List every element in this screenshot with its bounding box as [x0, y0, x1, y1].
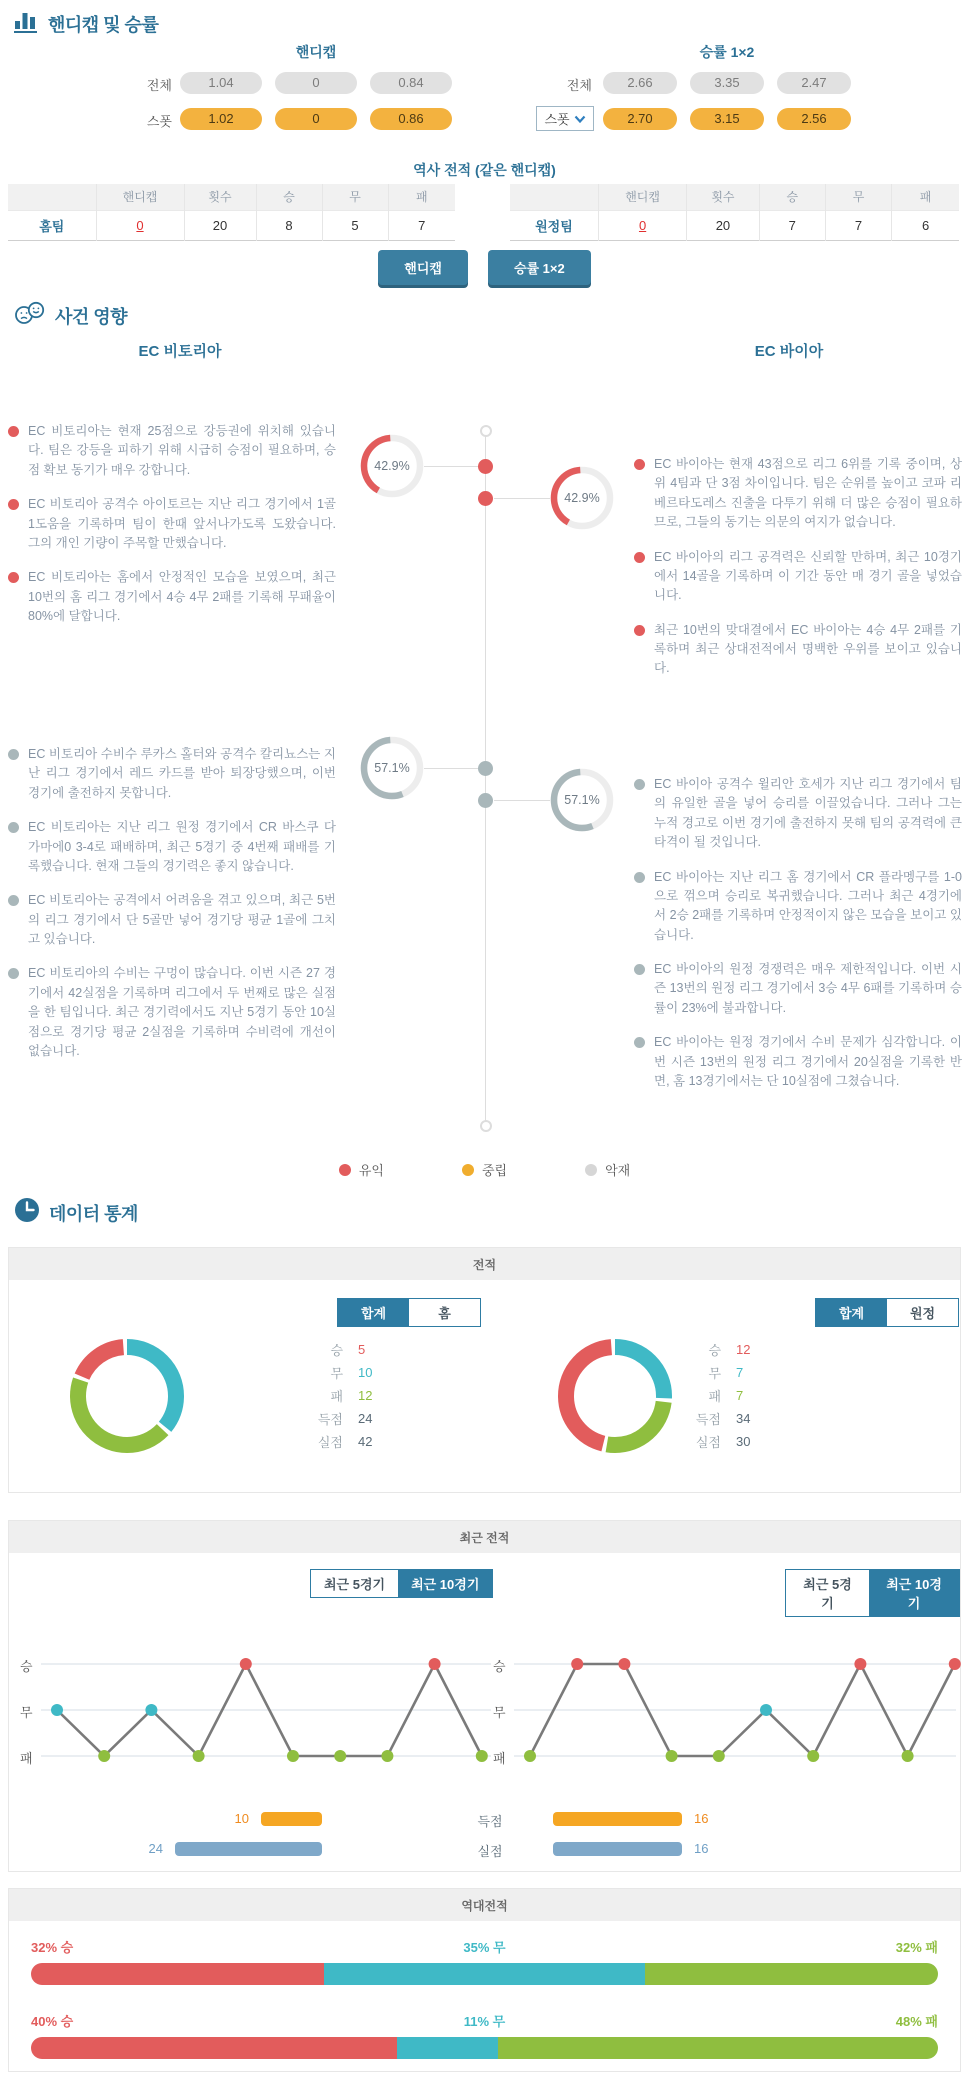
legend-label: 중립	[481, 1163, 508, 1178]
history-team-label: 원정팀	[510, 210, 598, 240]
record-panel	[8, 1247, 961, 1493]
record-donut-away	[557, 1338, 673, 1454]
stat-label: 무	[708, 1366, 721, 1381]
odds-value-pill: 1.02	[180, 108, 262, 130]
stat-label: 무	[330, 1366, 343, 1381]
gauge-percent: 42.9%	[374, 459, 410, 473]
history-cell: 6	[892, 210, 959, 240]
history-col-header: 승	[256, 184, 322, 210]
history-table-away	[510, 184, 959, 241]
recent-panel	[8, 1520, 961, 1872]
h2h-draw-label: 11% 무	[463, 2014, 506, 2029]
away-team-name: EC 바이아	[754, 343, 824, 360]
bar-value: 16	[694, 1811, 709, 1826]
away-positive-dot	[478, 491, 493, 506]
home-team-name: EC 비토리아	[138, 343, 222, 360]
bullet-text: EC 비토리아는 지난 리그 원정 경기에서 CR 바스쿠 다 가마에0 3-4로 패배하며, 최근 5경기 중 4번째 패배를 기록했습니다. 현재 그들의 경기력은 좋지 않습니다.	[28, 820, 336, 873]
event-bullet	[634, 455, 962, 533]
history-col-header: 횟수	[687, 184, 759, 210]
toggle-tab-최근 5경기[interactable]: 최근 5경기	[786, 1570, 869, 1616]
history-col-header: 패	[892, 184, 959, 210]
h2h-segment-win	[31, 2037, 397, 2059]
bullet-dot	[634, 1037, 645, 1048]
bar-label: 실점	[477, 1844, 503, 1859]
stat-value: 24	[358, 1411, 373, 1426]
stat-bar	[261, 1812, 322, 1826]
stat-row	[677, 1430, 750, 1453]
bullet-text: EC 비토리아는 공격에서 어려움을 겪고 있으며, 최근 5번의 리그 경기에서 단 5골만 넣어 경기당 평균 1골에 그치고 있습니다.	[28, 893, 336, 946]
toggle-tab-최근 10경기[interactable]: 최근 10경기	[398, 1570, 492, 1597]
stat-row	[299, 1384, 372, 1407]
connector-line	[424, 466, 478, 467]
bullet-dot	[634, 964, 645, 975]
winrate-button[interactable]: 승률 1×2	[488, 250, 591, 285]
history-col-header	[8, 184, 96, 210]
legend-dot	[462, 1164, 474, 1176]
event-bullet	[8, 964, 336, 1061]
bullet-text: 최근 10번의 맞대결에서 EC 바이아는 4승 4무 2패를 기록하며 최근 상대전적에서 명백한 우위를 보이고 있습니다.	[654, 622, 962, 676]
recent-line-chart-home	[39, 1644, 499, 1774]
history-col-header: 횟수	[184, 184, 256, 210]
legend-item	[585, 1160, 630, 1179]
stat-value: 7	[736, 1388, 744, 1403]
handicap-button[interactable]: 핸디캡	[378, 250, 468, 285]
odds-value-pill: 0	[275, 72, 357, 94]
bullet-text: EC 비토리아 공격수 아이토르는 지난 리그 경기에서 1골1도움을 기록하며 팀이 한때 앞서나가도록 도왔습니다. 그의 개인 기량이 주목할 만했습니다.	[28, 497, 336, 550]
stat-row	[299, 1407, 372, 1430]
home-positive-dot	[478, 459, 493, 474]
recent-home-toggle[interactable]	[310, 1569, 493, 1598]
history-col-header: 핸디캡	[96, 184, 184, 210]
history-cell: 5	[322, 210, 388, 240]
odds-row-label: 전체	[146, 78, 172, 93]
stat-row	[677, 1338, 750, 1361]
axis-label: 패	[493, 1751, 506, 1766]
event-bullet	[8, 568, 336, 626]
away-negative-bullets	[634, 775, 962, 1106]
stat-label: 득점	[317, 1412, 343, 1427]
stat-row	[677, 1361, 750, 1384]
smiley-faces-icon	[14, 300, 46, 331]
bullet-dot	[8, 822, 19, 833]
record-stats-home	[299, 1338, 372, 1453]
h2h-bar	[31, 2037, 938, 2059]
history-col-header: 무	[825, 184, 891, 210]
odds-value-pill: 0.86	[370, 108, 452, 130]
away-positive-bullets	[634, 455, 962, 694]
events-section-title-text: 사건 영향	[55, 306, 128, 327]
home-negative-gauge	[360, 736, 424, 800]
stat-bar	[175, 1842, 322, 1856]
odds-value-pill: 0	[275, 108, 357, 130]
connector-line	[424, 768, 478, 769]
stat-bar	[553, 1842, 682, 1856]
bar-label: 득점	[477, 1814, 503, 1829]
toggle-tab-최근 10경기[interactable]: 최근 10경기	[869, 1570, 959, 1616]
stat-row	[677, 1384, 750, 1407]
h2h-bar	[31, 1963, 938, 1985]
event-bullet	[634, 621, 962, 679]
timeline-bottom-circle	[480, 1120, 492, 1132]
h2h-win-label: 40% 승	[31, 2014, 74, 2029]
stat-row	[299, 1430, 372, 1453]
h2h-panel	[8, 1888, 961, 2072]
odds-value-pill: 1.04	[180, 72, 262, 94]
toggle-tab-원정[interactable]: 원정	[887, 1299, 958, 1326]
odds-row-label: 전체	[566, 78, 592, 93]
odds-section-title	[14, 10, 158, 38]
away-negative-dot	[478, 793, 493, 808]
stats-section-title-text: 데이터 통계	[49, 1203, 138, 1224]
bullet-dot	[8, 749, 19, 760]
stat-label: 승	[708, 1343, 721, 1358]
history-col-header	[510, 184, 598, 210]
odds-value-pill: 2.56	[777, 108, 851, 130]
h2h-win-label: 32% 승	[31, 1940, 74, 1955]
events-section	[0, 292, 969, 1192]
home-negative-dot	[478, 761, 493, 776]
event-bullet	[634, 868, 962, 946]
stats-section-title	[14, 1197, 138, 1228]
bullet-dot	[8, 572, 19, 583]
event-bullet	[8, 422, 336, 480]
recent-line-chart-away	[512, 1644, 964, 1774]
odds-section-title-text: 핸디캡 및 승률	[48, 15, 159, 35]
toggle-tab-홈[interactable]: 홈	[409, 1299, 480, 1326]
h2h-loss-label: 32% 패	[895, 1940, 938, 1955]
spot-dropdown[interactable]	[536, 106, 594, 131]
record-donut-home	[69, 1338, 185, 1454]
bullet-text: EC 바이아의 원정 경쟁력은 매우 제한적입니다. 이번 시즌 13번의 원정 리그 경기에서 3승 4무 6패를 기록하며 승률이 23%에 불과합니다.	[654, 962, 962, 1015]
connector-line	[494, 800, 550, 801]
history-table-home	[8, 184, 455, 241]
history-cell: 7	[759, 210, 825, 240]
odds-value-pill: 0.84	[370, 72, 452, 94]
h2h-segment-draw	[324, 1963, 645, 1985]
legend-item	[339, 1160, 384, 1179]
timeline-line	[485, 433, 486, 1128]
spot-dropdown-label: 스폿	[544, 112, 570, 127]
odds-value-pill: 2.66	[603, 72, 677, 94]
history-handicap[interactable]: 0	[96, 210, 184, 240]
gauge-percent: 57.1%	[374, 761, 410, 775]
history-cell: 20	[687, 210, 759, 240]
bar-chart-icon	[14, 10, 39, 38]
events-section-title	[14, 300, 127, 331]
bullet-text: EC 비토리아는 현재 25점으로 강등권에 위치해 있습니다. 팀은 강등을 피하기 위해 시급히 승점이 필요하며, 승점 확보 동기가 매우 강합니다.	[28, 424, 336, 477]
bullet-dot	[634, 459, 645, 470]
odds-value-pill: 3.15	[690, 108, 764, 130]
bullet-text: EC 바이아는 원정 경기에서 수비 문제가 심각합니다. 이번 시즌 13번의 원정 리그 경기에서 20실점을 기록한 반면, 홈 13경기에서는 단 10실점에 그쳤습니다.	[654, 1035, 962, 1088]
stats-section	[0, 1192, 969, 2074]
event-bullet	[634, 775, 962, 853]
record-stats-away	[677, 1338, 750, 1453]
record-panel-title: 전적	[9, 1248, 960, 1280]
stat-value: 42	[358, 1434, 373, 1449]
stat-value: 34	[736, 1411, 751, 1426]
history-cell: 8	[256, 210, 322, 240]
stat-label: 승	[330, 1343, 343, 1358]
event-bullet	[8, 818, 336, 876]
away-positive-gauge	[550, 466, 614, 530]
h2h-segment-loss	[498, 2037, 938, 2059]
away-negative-gauge	[550, 768, 614, 832]
bullet-dot	[8, 499, 19, 510]
stat-bar	[553, 1812, 682, 1826]
bullet-text: EC 바이아의 리그 공격력은 신뢰할 만하며, 최근 10경기에서 14골을 기록하며 이 기간 동안 매 경기 골을 넣었습니다.	[654, 549, 962, 603]
bullet-dot	[634, 872, 645, 883]
history-cell: 20	[184, 210, 256, 240]
stat-label: 실점	[695, 1435, 721, 1450]
gauge-percent: 57.1%	[564, 793, 600, 807]
history-cell: 7	[825, 210, 891, 240]
event-bullet	[8, 891, 336, 949]
event-bullet	[634, 960, 962, 1018]
stat-label: 득점	[695, 1412, 721, 1427]
bar-value: 24	[148, 1841, 163, 1856]
h2h-loss-label: 48% 패	[895, 2014, 938, 2029]
axis-label: 무	[493, 1705, 506, 1720]
bullet-text: EC 비토리아는 홈에서 안정적인 모습을 보였으며, 최근 10번의 홈 리그 경기에서 4승 4무 2패를 기록해 무패율이 80%에 달합니다.	[28, 570, 336, 623]
connector-line	[494, 498, 550, 499]
stat-value: 30	[736, 1434, 751, 1449]
odds-value-pill: 2.70	[603, 108, 677, 130]
odds-buttons	[0, 250, 969, 285]
history-col-header: 핸디캡	[598, 184, 686, 210]
stat-row	[677, 1407, 750, 1430]
h2h-segment-loss	[645, 1963, 938, 1985]
home-positive-gauge	[360, 434, 424, 498]
legend-label: 악재	[605, 1163, 631, 1178]
stat-label: 실점	[317, 1435, 343, 1450]
history-title: 역사 전적 (같은 핸디캡)	[413, 162, 556, 178]
odds-section	[0, 0, 969, 292]
bullet-text: EC 바이아 공격수 윌리안 호세가 지난 리그 경기에서 팀의 유일한 골을 넣어 승리를 이끌었습니다. 그러나 그는 누적 경고로 이번 경기에 출전하지 못해 팀의 공격력에 큰 타격이 될 것입니다.	[654, 777, 962, 850]
bullet-dot	[634, 625, 645, 636]
bullet-dot	[8, 426, 19, 437]
stat-value: 12	[358, 1388, 373, 1403]
chevron-down-icon	[574, 115, 586, 123]
legend-dot	[585, 1164, 597, 1176]
gauge-percent: 42.9%	[564, 491, 600, 505]
handicap-odds-title: 핸디캡	[295, 44, 337, 60]
stat-value: 7	[736, 1365, 744, 1380]
odds-value-pill: 3.35	[690, 72, 764, 94]
home-negative-bullets	[8, 745, 336, 1076]
history-col-header: 무	[322, 184, 388, 210]
bullet-dot	[634, 552, 645, 563]
bullet-text: EC 바이아는 현재 43점으로 리그 6위를 기록 중이며, 상위 4팀과 단 3점 차이입니다. 팀은 순위를 높이고 코파 리베르타도레스 진출을 다투기 위해 더 많은 승점이 필요하므로, 그들의 동기는 의문의 여지가 없습니다.	[654, 457, 962, 530]
history-handicap[interactable]: 0	[598, 210, 686, 240]
record-away-toggle[interactable]	[815, 1298, 959, 1327]
toggle-tab-합계[interactable]: 합계	[816, 1299, 887, 1326]
bar-value: 10	[234, 1811, 249, 1826]
bullet-text: EC 비토리아의 수비는 구멍이 많습니다. 이번 시즌 27 경기에서 42실점을 기록하며 리그에서 두 번째로 많은 실점을 한 팀입니다. 최근 경기력에서도 지난 5경기 동안 10실점으로 경기당 평균 2실점을 기록하며 수비력에 개선이 없습니다.	[28, 966, 336, 1058]
bullet-text: EC 바이아는 지난 리그 홈 경기에서 CR 플라멩구를 1-0으로 꺾으며 승리로 복귀했습니다. 그러나 최근 4경기에서 2승 2패를 기록하며 안정적이지 않은 모습을 보이고 있습니다.	[654, 869, 962, 942]
stat-value: 12	[736, 1342, 751, 1357]
toggle-tab-최근 5경기[interactable]: 최근 5경기	[311, 1570, 398, 1597]
events-legend	[0, 1160, 969, 1179]
toggle-tab-합계[interactable]: 합계	[338, 1299, 409, 1326]
axis-label: 승	[20, 1659, 33, 1674]
legend-label: 유익	[358, 1163, 384, 1178]
timeline-top-circle	[480, 425, 492, 437]
axis-label: 무	[20, 1705, 33, 1720]
bullet-dot	[8, 968, 19, 979]
home-positive-bullets	[8, 422, 336, 641]
h2h-draw-label: 35% 무	[463, 1940, 506, 1955]
h2h-panel-title: 역대전적	[9, 1889, 960, 1921]
odds-row-label: 스폿	[146, 114, 172, 129]
event-bullet	[8, 745, 336, 803]
bullet-dot	[8, 895, 19, 906]
history-row	[8, 210, 455, 240]
record-home-toggle[interactable]	[337, 1298, 481, 1327]
bullet-dot	[634, 779, 645, 790]
bullet-text: EC 비토리아 수비수 루카스 홀터와 공격수 칼리뇨스는 지난 리그 경기에서 레드 카드를 받아 퇴장당했으며, 이번 경기에 출전하지 못합니다.	[28, 747, 336, 800]
event-bullet	[634, 1033, 962, 1091]
event-bullet	[634, 548, 962, 606]
legend-item	[462, 1160, 507, 1179]
h2h-segment-draw	[397, 2037, 498, 2059]
clock-icon	[14, 1197, 40, 1228]
history-col-header: 패	[388, 184, 455, 210]
history-team-label: 홈팀	[8, 210, 96, 240]
stat-label: 패	[330, 1389, 343, 1404]
h2h-segment-win	[31, 1963, 324, 1985]
recent-away-toggle[interactable]	[785, 1569, 960, 1617]
stat-value: 5	[358, 1342, 366, 1357]
history-col-header: 승	[759, 184, 825, 210]
axis-label: 승	[493, 1659, 506, 1674]
winrate-odds-title: 승률 1×2	[699, 44, 755, 60]
history-cell: 7	[388, 210, 455, 240]
stat-row	[299, 1361, 372, 1384]
recent-panel-title: 최근 전적	[9, 1521, 960, 1553]
history-row	[510, 210, 959, 240]
stat-value: 10	[358, 1365, 373, 1380]
bar-value: 16	[694, 1841, 709, 1856]
stat-label: 패	[708, 1389, 721, 1404]
axis-label: 패	[20, 1751, 33, 1766]
odds-value-pill: 2.47	[777, 72, 851, 94]
event-bullet	[8, 495, 336, 553]
stat-row	[299, 1338, 372, 1361]
legend-dot	[339, 1164, 351, 1176]
